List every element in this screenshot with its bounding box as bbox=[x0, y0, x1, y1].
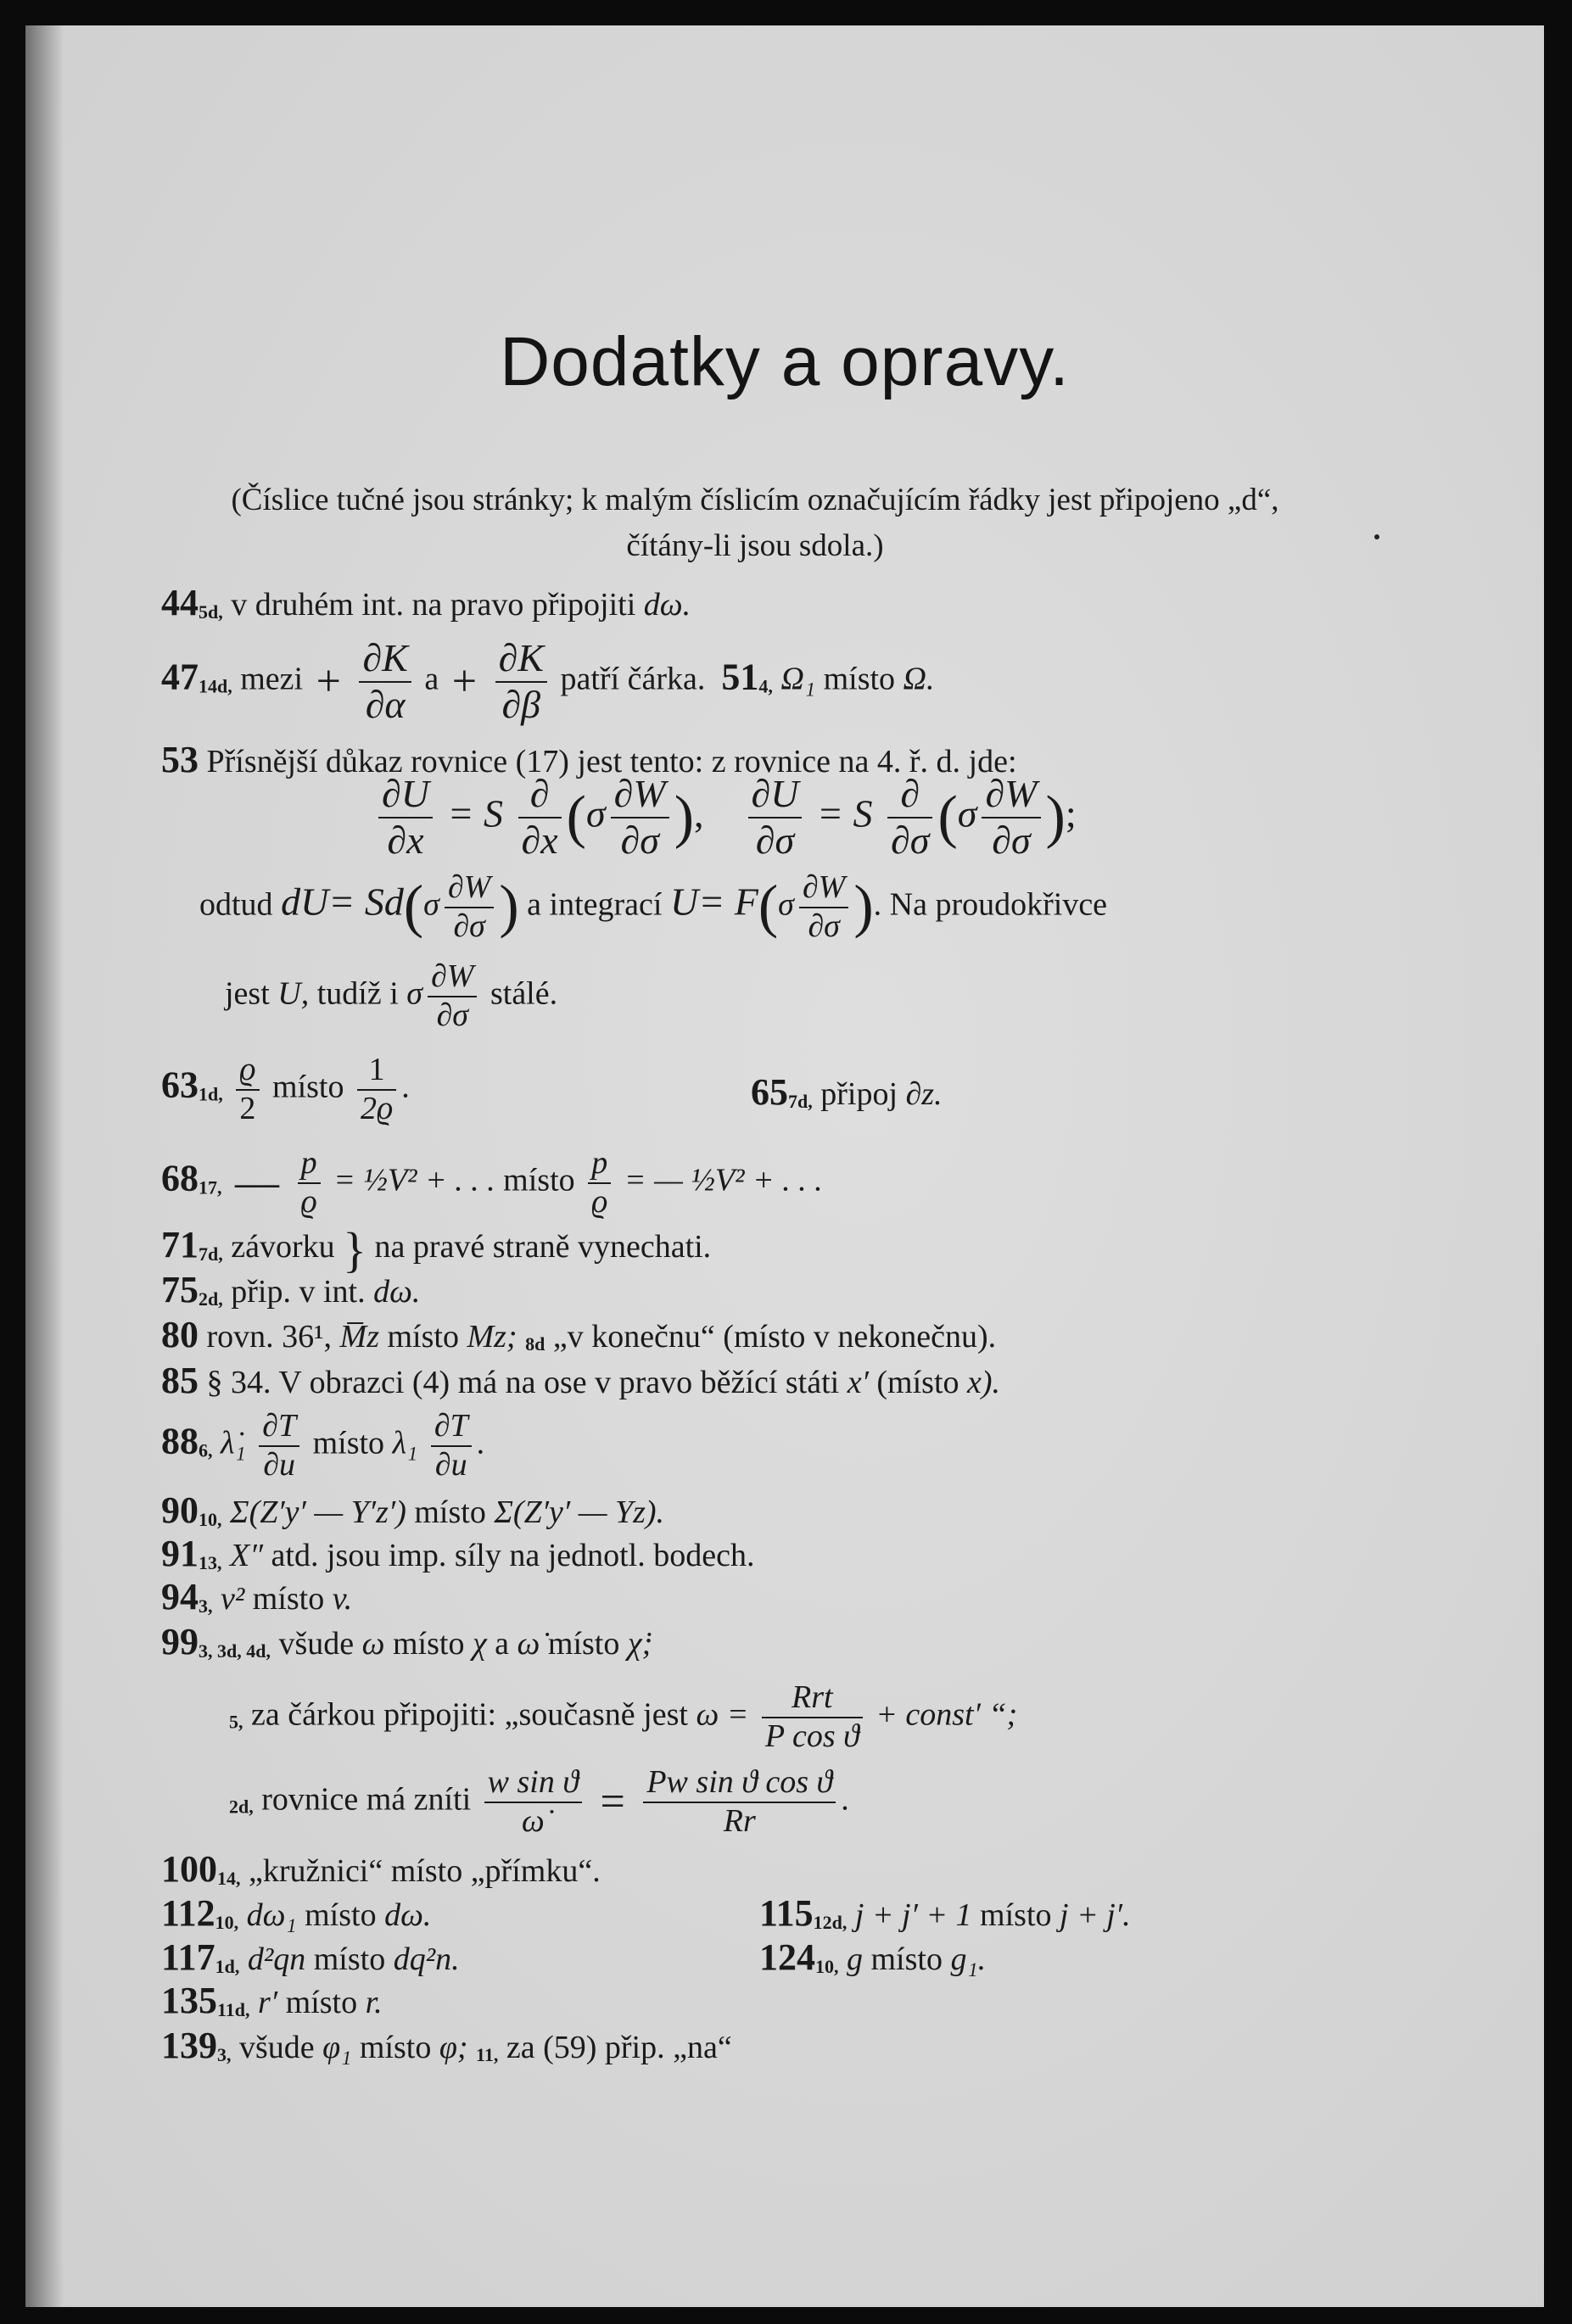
misto-label: místo bbox=[547, 1626, 620, 1662]
line-ref: 7d, bbox=[199, 1243, 223, 1265]
page-number: 71 bbox=[161, 1224, 199, 1266]
denominator: ∂σ bbox=[992, 818, 1031, 862]
plus-sign: + bbox=[316, 657, 341, 707]
symbol: dω. bbox=[373, 1274, 421, 1310]
misto-label: místo bbox=[503, 1162, 575, 1198]
erratum-75 bbox=[161, 1268, 420, 1311]
conjunction: a bbox=[424, 661, 439, 697]
numerator: Rrt bbox=[762, 1679, 863, 1718]
numerator: p bbox=[588, 1145, 611, 1184]
expression: = — ½V² + . . . bbox=[624, 1162, 823, 1198]
expression: + const′ “; bbox=[876, 1696, 1018, 1733]
equals-sign: = bbox=[600, 1778, 625, 1827]
fraction bbox=[431, 1408, 472, 1483]
symbol: dq²n. bbox=[393, 1941, 460, 1977]
denominator: ∂α bbox=[365, 682, 406, 726]
line-ref: 3, 3d, 4d, bbox=[199, 1640, 271, 1662]
sigma: σ bbox=[406, 975, 423, 1012]
page-number: 53 bbox=[161, 739, 199, 780]
erratum-100 bbox=[161, 1847, 601, 1891]
page-number: 91 bbox=[161, 1533, 199, 1574]
erratum-135 bbox=[161, 1979, 383, 2022]
denominator: Rr bbox=[723, 1802, 756, 1839]
erratum-text: rovn. 36¹, bbox=[206, 1319, 333, 1355]
page-number: 117 bbox=[161, 1936, 215, 1978]
denominator: ∂u bbox=[263, 1446, 296, 1483]
fraction bbox=[359, 636, 411, 728]
numerator: ∂K bbox=[495, 636, 547, 683]
page-number: 44 bbox=[161, 582, 199, 623]
fraction bbox=[378, 772, 433, 863]
erratum-80 bbox=[161, 1313, 996, 1356]
erratum-47 bbox=[161, 636, 935, 728]
scan-speck bbox=[1374, 534, 1379, 539]
symbol: dω₁ bbox=[246, 1897, 297, 1933]
symbol: x′ bbox=[847, 1365, 869, 1400]
symbol: M̅z bbox=[339, 1319, 379, 1355]
page-number: 75 bbox=[161, 1269, 199, 1310]
fraction bbox=[445, 869, 494, 945]
erratum-text: na pravé straně vynechati. bbox=[374, 1229, 712, 1265]
erratum-text: za čárkou připojiti: „současně jest bbox=[251, 1696, 688, 1733]
numerator: ∂T bbox=[259, 1408, 299, 1447]
equals-s: = S bbox=[816, 791, 873, 835]
numerator: ∂W bbox=[982, 772, 1040, 818]
symbol: Σ(Z′y′ — Yz). bbox=[494, 1494, 665, 1530]
equation-53-b: odtud dU= Sd(σ $\frac{\partial W}{\partial\sigma}$ ) a integrací U= F(σ $\frac{\partial W}{\partial\sigma}$ ). Na proudokřivce bbox=[199, 869, 1108, 944]
page-number: 68 bbox=[161, 1157, 199, 1199]
page-number: 135 bbox=[161, 1980, 217, 2021]
erratum-text: tudíž i bbox=[316, 975, 399, 1012]
misto-label: místo bbox=[285, 1985, 358, 2020]
fraction bbox=[484, 1764, 582, 1840]
fraction bbox=[518, 772, 562, 863]
symbol: φ₁ bbox=[322, 2030, 352, 2065]
denominator: ∂β bbox=[501, 682, 541, 726]
equals-sd: = Sd bbox=[328, 880, 404, 924]
erratum-text: jest bbox=[225, 975, 270, 1012]
fraction bbox=[588, 1145, 611, 1221]
numerator: ϱ bbox=[236, 1052, 259, 1091]
misto-label: místo bbox=[870, 1941, 943, 1977]
denominator: ϱ bbox=[300, 1183, 317, 1220]
erratum-text: za (59) přip. „na“ bbox=[506, 2030, 732, 2065]
symbol: λ₁ bbox=[392, 1425, 418, 1461]
denominator: ∂σ bbox=[891, 818, 930, 862]
fraction bbox=[611, 772, 669, 863]
line-ref: 13, bbox=[199, 1552, 222, 1573]
line-ref: 11d, bbox=[217, 1999, 250, 2020]
symbol: x). bbox=[967, 1365, 1001, 1400]
erratum-text: stálé. bbox=[490, 975, 558, 1012]
erratum-text: mezi bbox=[240, 661, 304, 697]
erratum-65 bbox=[751, 1070, 943, 1114]
denominator: ∂σ bbox=[755, 818, 795, 862]
page-number: 88 bbox=[161, 1420, 199, 1462]
expression: = ½V² + . . . bbox=[333, 1162, 495, 1198]
line-ref: 10, bbox=[215, 1912, 239, 1933]
symbol: d²qn bbox=[247, 1941, 306, 1977]
erratum-text: . Na proudokřivce bbox=[873, 886, 1108, 923]
erratum-text: § 34. V obrazci (4) má na ose v pravo běžící státi bbox=[206, 1365, 840, 1400]
numerator: 1 bbox=[357, 1052, 396, 1091]
erratum-text: „kružnici“ místo „přímku“. bbox=[249, 1853, 601, 1889]
sigma: σ bbox=[778, 886, 794, 923]
page-number: 99 bbox=[161, 1621, 199, 1662]
erratum-text: patří čárka. bbox=[560, 661, 706, 697]
misto-label: místo bbox=[313, 1941, 386, 1977]
numerator: ∂W bbox=[428, 958, 477, 997]
page-number: 80 bbox=[161, 1314, 199, 1355]
erratum-91 bbox=[161, 1532, 754, 1575]
erratum-text: a integrací bbox=[527, 886, 663, 923]
misto-label: místo bbox=[359, 2030, 432, 2065]
erratum-text: atd. jsou imp. síly na jednotl. bodech. bbox=[271, 1538, 755, 1573]
erratum-text: všude bbox=[278, 1626, 355, 1662]
symbol: ∂z. bbox=[905, 1076, 943, 1112]
denominator: ∂u bbox=[434, 1446, 467, 1483]
numerator: ∂ bbox=[518, 772, 562, 818]
symbol: g₁. bbox=[950, 1941, 987, 1977]
symbol: v. bbox=[332, 1581, 353, 1617]
symbol: ω = bbox=[696, 1696, 749, 1733]
misto-label: místo bbox=[392, 1626, 465, 1662]
period: . bbox=[401, 1069, 410, 1105]
line-ref: 2d, bbox=[229, 1796, 254, 1818]
page-number: 94 bbox=[161, 1576, 199, 1617]
erratum-63 bbox=[161, 1052, 410, 1127]
numerator: ∂ bbox=[887, 772, 932, 818]
symbol: ω bbox=[361, 1626, 385, 1662]
erratum-text: (místo bbox=[876, 1365, 959, 1400]
symbol: r′ bbox=[258, 1985, 278, 2020]
numerator: ∂U bbox=[748, 772, 803, 818]
erratum-139 bbox=[161, 2024, 732, 2067]
symbol: Mz; bbox=[467, 1319, 517, 1355]
erratum-68 bbox=[161, 1145, 823, 1221]
line-ref: 11, bbox=[476, 2044, 499, 2065]
erratum-text: závorku bbox=[231, 1229, 335, 1265]
line-ref: 3, bbox=[217, 2044, 232, 2065]
erratum-text: rovnice má zníti bbox=[261, 1781, 472, 1818]
fraction bbox=[428, 958, 477, 1034]
erratum-99-b bbox=[229, 1679, 1017, 1755]
line-ref: 4, bbox=[758, 675, 773, 697]
symbol: dω. bbox=[643, 587, 691, 623]
page-title: Dodatky a opravy. bbox=[500, 323, 1070, 400]
line-ref: 14, bbox=[217, 1868, 241, 1889]
line-ref: 3, bbox=[199, 1595, 213, 1617]
line-ref: 7d, bbox=[788, 1091, 813, 1112]
denominator: ∂σ bbox=[808, 908, 840, 944]
denominator: ∂σ bbox=[620, 818, 659, 862]
period: . bbox=[841, 1781, 849, 1818]
line-ref: 10, bbox=[199, 1509, 222, 1530]
symbol: X″ bbox=[230, 1538, 264, 1573]
erratum-text: „v konečnu“ (místo v nekonečnu). bbox=[552, 1319, 997, 1355]
numerator: ∂T bbox=[431, 1408, 472, 1447]
numerator: ∂W bbox=[611, 772, 669, 818]
erratum-115 bbox=[759, 1891, 1131, 1935]
fraction bbox=[762, 1679, 863, 1755]
erratum-text: připoj bbox=[820, 1076, 898, 1112]
erratum-text: všude bbox=[239, 2030, 315, 2065]
fraction bbox=[643, 1764, 836, 1840]
page-number: 90 bbox=[161, 1489, 199, 1531]
equation-53-c bbox=[225, 958, 557, 1034]
line-ref: 1d, bbox=[199, 1083, 223, 1105]
symbol: dω. bbox=[384, 1897, 432, 1933]
erratum-text: v druhém int. na pravo připojiti bbox=[231, 587, 636, 623]
line-ref: 8d bbox=[525, 1333, 545, 1355]
misto-label: místo bbox=[387, 1319, 459, 1355]
denominator: 2 bbox=[239, 1090, 256, 1126]
erratum-117 bbox=[161, 1936, 460, 1979]
denominator: ϱ bbox=[591, 1183, 608, 1220]
symbol: j + j′ + 1 bbox=[854, 1897, 972, 1933]
equation-53-a: $\frac{\partial U}{\partial x}$ = S $\frac{\partial}{\partial x}$ (σ $\frac{\partial W}{\partial\sigma}$ ), $\frac{\partial U}{\partial\sigma}$ = S $\frac{\partial}{\partial\sigma}$ (σ $\frac{\partial W}{\partial\sigma}$ ); bbox=[373, 772, 1077, 863]
denominator: P cos ϑ bbox=[764, 1718, 859, 1754]
denominator: ∂x bbox=[387, 818, 424, 862]
sigma: σ bbox=[957, 791, 977, 835]
misto-label: místo bbox=[252, 1581, 325, 1617]
period: . bbox=[476, 1425, 485, 1461]
numerator: ∂W bbox=[445, 869, 494, 908]
misto-label: místo bbox=[980, 1897, 1052, 1933]
equals-f: = F bbox=[698, 880, 758, 924]
line-ref: 5d, bbox=[199, 601, 223, 623]
misto-label: místo bbox=[414, 1494, 486, 1530]
denominator: ∂σ bbox=[453, 908, 485, 944]
erratum-99-c bbox=[229, 1764, 849, 1840]
misto-label: místo bbox=[823, 661, 896, 697]
line-ref: 17, bbox=[199, 1176, 222, 1198]
denominator: ∂x bbox=[521, 818, 558, 862]
brace-symbol: } bbox=[343, 1222, 366, 1277]
fraction bbox=[887, 772, 932, 863]
page-number: 85 bbox=[161, 1360, 199, 1401]
page-number: 112 bbox=[161, 1892, 215, 1934]
fraction bbox=[259, 1408, 299, 1483]
page-number: 47 bbox=[161, 656, 199, 698]
misto-label: místo bbox=[305, 1897, 377, 1933]
symbol: λ̇₁ bbox=[221, 1425, 246, 1461]
page-number: 100 bbox=[161, 1848, 217, 1890]
numerator: Pw sin ϑ cos ϑ bbox=[643, 1764, 836, 1803]
erratum-99 bbox=[161, 1620, 652, 1663]
fraction bbox=[357, 1052, 396, 1127]
line-ref: 2d, bbox=[199, 1288, 223, 1310]
scanned-page bbox=[25, 25, 1544, 2307]
minus-sign: — bbox=[235, 1159, 279, 1208]
fraction bbox=[799, 869, 848, 945]
symbol: χ̇; bbox=[627, 1626, 653, 1662]
erratum-text: odtud bbox=[199, 886, 273, 923]
line-ref: 14d, bbox=[199, 675, 232, 697]
numerator: w sin ϑ bbox=[484, 1764, 582, 1803]
plus-sign: + bbox=[451, 657, 478, 707]
fraction bbox=[236, 1052, 259, 1127]
symbol: j + j′. bbox=[1060, 1897, 1131, 1933]
line-ref: 1d, bbox=[215, 1956, 240, 1977]
line-ref: 12d, bbox=[813, 1912, 848, 1933]
symbol: dU bbox=[281, 880, 329, 924]
fraction bbox=[298, 1145, 321, 1221]
erratum-124 bbox=[759, 1936, 986, 1979]
symbol: ω̇ bbox=[517, 1626, 540, 1662]
page-number: 124 bbox=[759, 1936, 815, 1978]
erratum-94 bbox=[161, 1575, 352, 1618]
symbol: φ; bbox=[439, 2030, 468, 2065]
page-number: 65 bbox=[751, 1071, 788, 1113]
conjunction: a bbox=[495, 1626, 510, 1662]
line-ref: 5, bbox=[229, 1711, 243, 1733]
symbol: r. bbox=[365, 1985, 383, 2020]
erratum-112 bbox=[161, 1891, 431, 1935]
line-ref: 6, bbox=[199, 1439, 213, 1461]
symbol: U, bbox=[277, 975, 310, 1012]
numerator: p bbox=[298, 1145, 321, 1184]
symbol: χ bbox=[472, 1626, 487, 1662]
sigma: σ bbox=[585, 791, 606, 835]
symbol: v² bbox=[221, 1581, 245, 1617]
erratum-85 bbox=[161, 1359, 1000, 1402]
page-number: 115 bbox=[759, 1892, 814, 1934]
numerator: ∂K bbox=[359, 636, 411, 683]
page-number: 51 bbox=[721, 656, 759, 698]
denominator: ω̇ bbox=[521, 1802, 545, 1839]
erratum-88 bbox=[161, 1408, 484, 1483]
legend-note: (Číslice tučné jsou stránky; k malým číslicím označujícím řádky jest připojeno „d“, čítány-li jsou sdola.) bbox=[231, 483, 1279, 563]
erratum-text: Přísnější důkaz rovnice (17) jest tento: z rovnice na 4. ř. d. jde: bbox=[206, 744, 1017, 779]
equals-s: = S bbox=[447, 791, 503, 835]
symbol: Ω. bbox=[903, 661, 935, 697]
fraction bbox=[748, 772, 803, 863]
erratum-90 bbox=[161, 1489, 664, 1532]
page-number: 139 bbox=[161, 2025, 217, 2066]
misto-label: místo bbox=[272, 1069, 344, 1105]
line-ref: 10, bbox=[815, 1956, 839, 1977]
sigma: σ bbox=[423, 886, 439, 923]
numerator: ∂U bbox=[378, 772, 433, 818]
erratum-text: přip. v int. bbox=[231, 1274, 366, 1310]
fraction bbox=[495, 636, 547, 728]
symbol: Σ(Z′y′ — Y′z′) bbox=[230, 1494, 406, 1530]
denominator: ∂σ bbox=[436, 997, 469, 1033]
page-number: 63 bbox=[161, 1064, 199, 1106]
numerator: ∂W bbox=[799, 869, 848, 908]
symbol: U bbox=[669, 880, 699, 924]
erratum-44 bbox=[161, 581, 691, 624]
symbol: Ω₁ bbox=[780, 661, 816, 697]
fraction bbox=[982, 772, 1040, 863]
denominator: 2ϱ bbox=[361, 1090, 394, 1126]
symbol: g bbox=[847, 1941, 863, 1977]
misto-label: místo bbox=[312, 1425, 385, 1461]
